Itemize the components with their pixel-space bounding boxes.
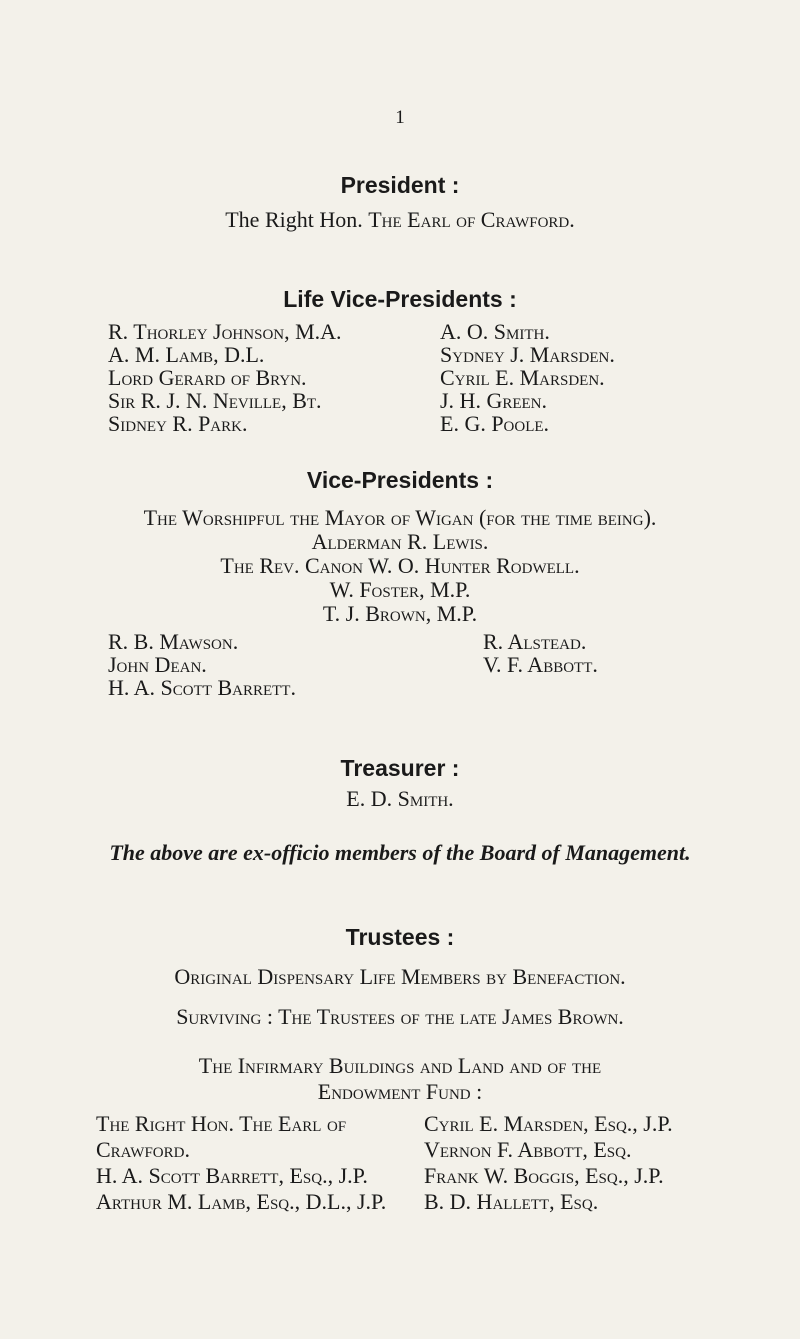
list-item: B. D. Hallett, Esq.	[424, 1189, 599, 1214]
president-heading: President :	[340, 172, 460, 198]
president-name-title: The Earl of Crawford.	[368, 207, 575, 232]
treasurer-heading: Treasurer :	[340, 755, 460, 781]
vice-presidents-left-column	[108, 630, 296, 699]
vice-presidents-right-column	[483, 630, 598, 676]
list-item: Arthur M. Lamb, Esq., D.L., J.P.	[96, 1189, 387, 1214]
life-vice-presidents-heading: Life Vice-Presidents :	[283, 286, 517, 312]
trustees-line-2: Surviving : The Trustees of the late James Brown.	[176, 1004, 624, 1029]
list-item: Vernon F. Abbott, Esq.	[424, 1137, 632, 1162]
list-item: V. F. Abbott.	[483, 652, 598, 677]
infirmary-heading-line-1: The Infirmary Buildings and Land and of the	[198, 1053, 602, 1078]
president-name-prefix: The Right Hon.	[225, 207, 363, 232]
trustees-heading: Trustees :	[345, 924, 455, 950]
infirmary-right-column	[424, 1111, 673, 1215]
life-vice-presidents-left-column	[108, 320, 342, 435]
vice-presidents-line-4: W. Foster, M.P.	[329, 577, 471, 602]
vice-presidents-line-1: The Worshipful the Mayor of Wigan (for the time being).	[143, 505, 657, 530]
list-item: Cyril E. Marsden, Esq., J.P.	[424, 1111, 673, 1136]
list-item: A. M. Lamb, D.L.	[108, 342, 265, 367]
list-item: R. Alstead.	[483, 629, 587, 654]
ex-officio-note: The above are ex-officio members of the Board of Management.	[109, 840, 691, 865]
list-item: R. Thorley Johnson, M.A.	[108, 319, 342, 344]
vice-presidents-line-3: The Rev. Canon W. O. Hunter Rodwell.	[220, 553, 580, 578]
page-number: 1	[395, 107, 405, 128]
list-item: Crawford.	[96, 1137, 190, 1162]
list-item: A. O. Smith.	[440, 319, 550, 344]
list-item: H. A. Scott Barrett, Esq., J.P.	[96, 1163, 368, 1188]
treasurer-name: E. D. Smith.	[346, 786, 454, 811]
infirmary-left-column	[96, 1111, 386, 1215]
life-vice-presidents-right-column	[440, 320, 615, 435]
list-item: H. A. Scott Barrett.	[108, 675, 296, 700]
vice-presidents-line-2: Alderman R. Lewis.	[311, 529, 489, 554]
list-item: Sidney R. Park.	[108, 411, 248, 436]
list-item: Sydney J. Marsden.	[440, 342, 615, 367]
list-item: Frank W. Boggis, Esq., J.P.	[424, 1163, 664, 1188]
list-item: John Dean.	[108, 652, 207, 677]
president-name	[0, 208, 800, 232]
list-item: The Right Hon. The Earl of	[96, 1111, 347, 1136]
list-item: J. H. Green.	[440, 388, 547, 413]
list-item: Lord Gerard of Bryn.	[108, 365, 307, 390]
vice-presidents-heading: Vice-Presidents :	[306, 467, 494, 493]
list-item: R. B. Mawson.	[108, 629, 239, 654]
trustees-line-1: Original Dispensary Life Members by Benefaction.	[174, 964, 626, 989]
list-item: Sir R. J. N. Neville, Bt.	[108, 388, 322, 413]
list-item: Cyril E. Marsden.	[440, 365, 605, 390]
vice-presidents-line-5: T. J. Brown, M.P.	[322, 601, 478, 626]
list-item: E. G. Poole.	[440, 411, 550, 436]
infirmary-heading-line-2: Endowment Fund :	[317, 1079, 483, 1104]
